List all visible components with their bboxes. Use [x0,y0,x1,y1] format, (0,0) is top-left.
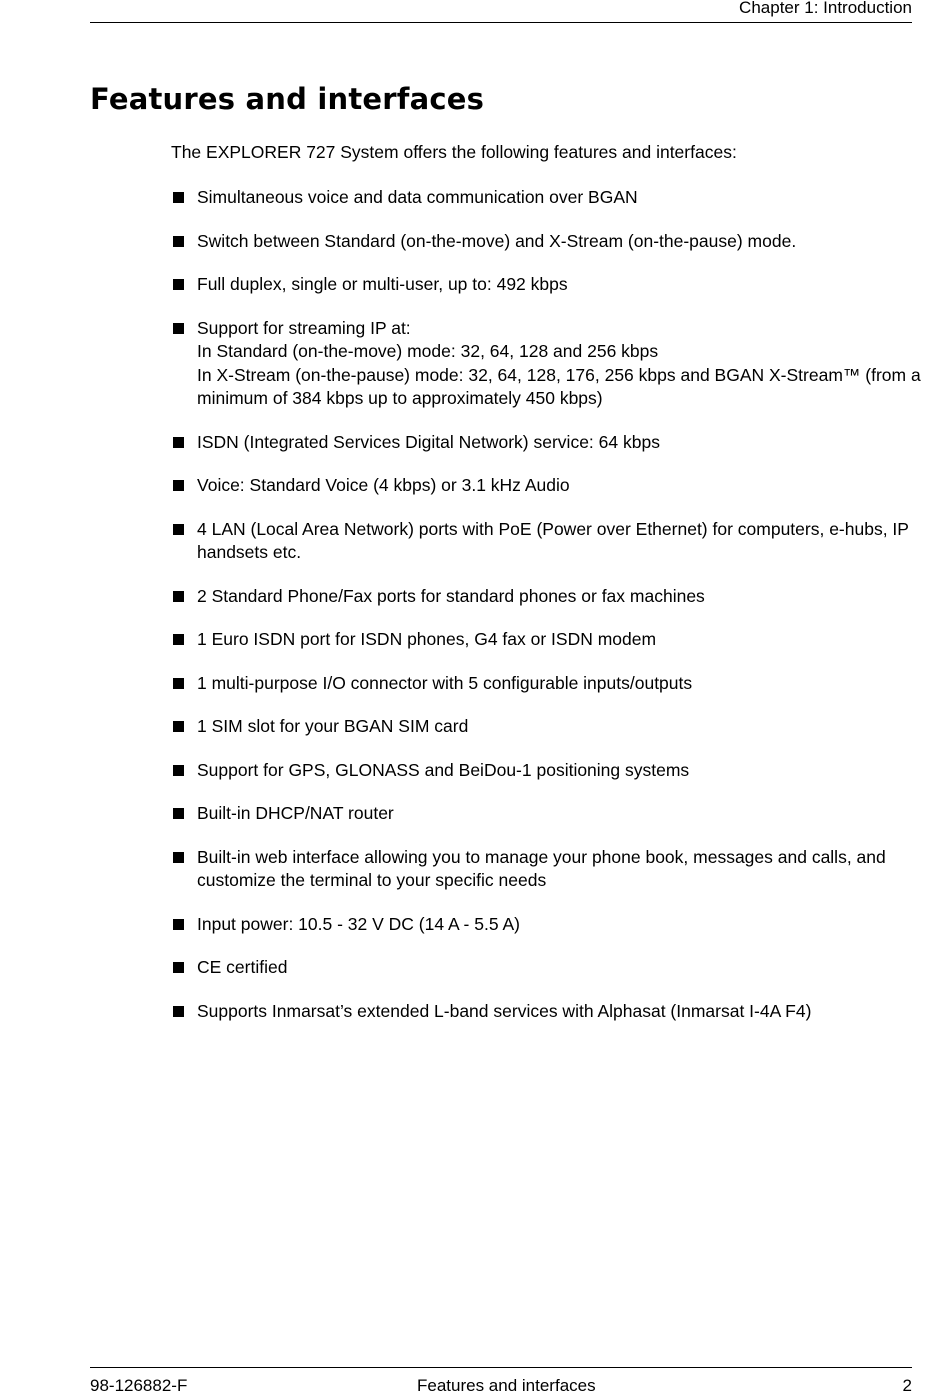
feature-line: Simultaneous voice and data communication over BGAN [197,187,638,207]
feature-line: 1 Euro ISDN port for ISDN phones, G4 fax or ISDN modem [197,629,657,649]
square-bullet-icon [173,1006,184,1017]
feature-item [171,715,913,739]
feature-item [171,913,913,937]
intro-text: The EXPLORER 727 System offers the following features and interfaces: [171,142,737,162]
feature-item [171,846,913,893]
square-bullet-icon [173,279,184,290]
feature-item [171,585,913,609]
feature-item [171,273,913,297]
square-bullet-icon [173,192,184,203]
square-bullet-icon [173,852,184,863]
feature-item [171,802,913,826]
feature-line: ISDN (Integrated Services Digital Network) service: 64 kbps [197,431,660,452]
features-list [171,186,921,1043]
feature-line: minimum of 384 kbps up to approximately 450 kbps) [197,388,603,408]
feature-line: handsets etc. [197,542,302,562]
feature-line: 4 LAN (Local Area Network) ports with PoE (Power over Ethernet) for computers, e-hubs, IP [197,518,909,539]
page-header [90,0,912,23]
chapter-label: Chapter 1: Introduction [739,0,912,17]
page-number: 2 [902,1376,912,1395]
square-bullet-icon [173,480,184,491]
square-bullet-icon [173,634,184,645]
page-title: Features and interfaces [90,82,485,116]
square-bullet-icon [173,323,184,334]
document-number: 98-126882-F [90,1376,188,1395]
feature-line: Supports Inmarsat’s extended L-band services with Alphasat (Inmarsat I-4A F4) [197,1000,812,1021]
feature-line: Voice: Standard Voice (4 kbps) or 3.1 kHz Audio [197,475,570,495]
square-bullet-icon [173,236,184,247]
footer-section-title: Features and interfaces [417,1376,596,1395]
square-bullet-icon [173,808,184,819]
feature-item [171,672,913,696]
feature-line: Built-in web interface allowing you to manage your phone book, messages and calls, and [197,846,886,867]
feature-item [171,518,913,565]
square-bullet-icon [173,721,184,732]
square-bullet-icon [173,919,184,930]
feature-line: CE certified [197,957,288,977]
square-bullet-icon [173,765,184,776]
feature-line: 2 Standard Phone/Fax ports for standard phones or fax machines [197,585,705,606]
feature-item [171,474,913,498]
feature-item [171,431,913,455]
feature-item [171,759,913,783]
feature-line: 1 multi-purpose I/O connector with 5 configurable inputs/outputs [197,672,693,693]
square-bullet-icon [173,962,184,973]
feature-line: Input power: 10.5 - 32 V DC (14 A - 5.5 A) [197,913,520,934]
page-footer [90,1367,912,1398]
feature-line: customize the terminal to your specific needs [197,870,547,890]
feature-line: Support for GPS, GLONASS and BeiDou-1 positioning systems [197,759,690,780]
feature-item [171,1000,913,1024]
square-bullet-icon [173,591,184,602]
feature-item [171,628,913,652]
feature-item [171,230,913,254]
feature-line: Switch between Standard (on-the-move) and X-Stream (on-the-pause) mode. [197,230,797,251]
square-bullet-icon [173,524,184,535]
feature-line: Built-in DHCP/NAT router [197,803,394,823]
feature-line: In X-Stream (on-the-pause) mode: 32, 64, 128, 176, 256 kbps and BGAN X-Stream™ (from a [197,364,921,385]
feature-line: Support for streaming IP at: [197,317,411,338]
feature-line: Full duplex, single or multi-user, up to: 492 kbps [197,274,568,294]
feature-line: 1 SIM slot for your BGAN SIM card [197,716,469,736]
square-bullet-icon [173,678,184,689]
feature-item [171,956,913,980]
square-bullet-icon [173,437,184,448]
feature-item [171,317,921,411]
feature-line: In Standard (on-the-move) mode: 32, 64, 128 and 256 kbps [197,341,659,361]
feature-item [171,186,913,210]
